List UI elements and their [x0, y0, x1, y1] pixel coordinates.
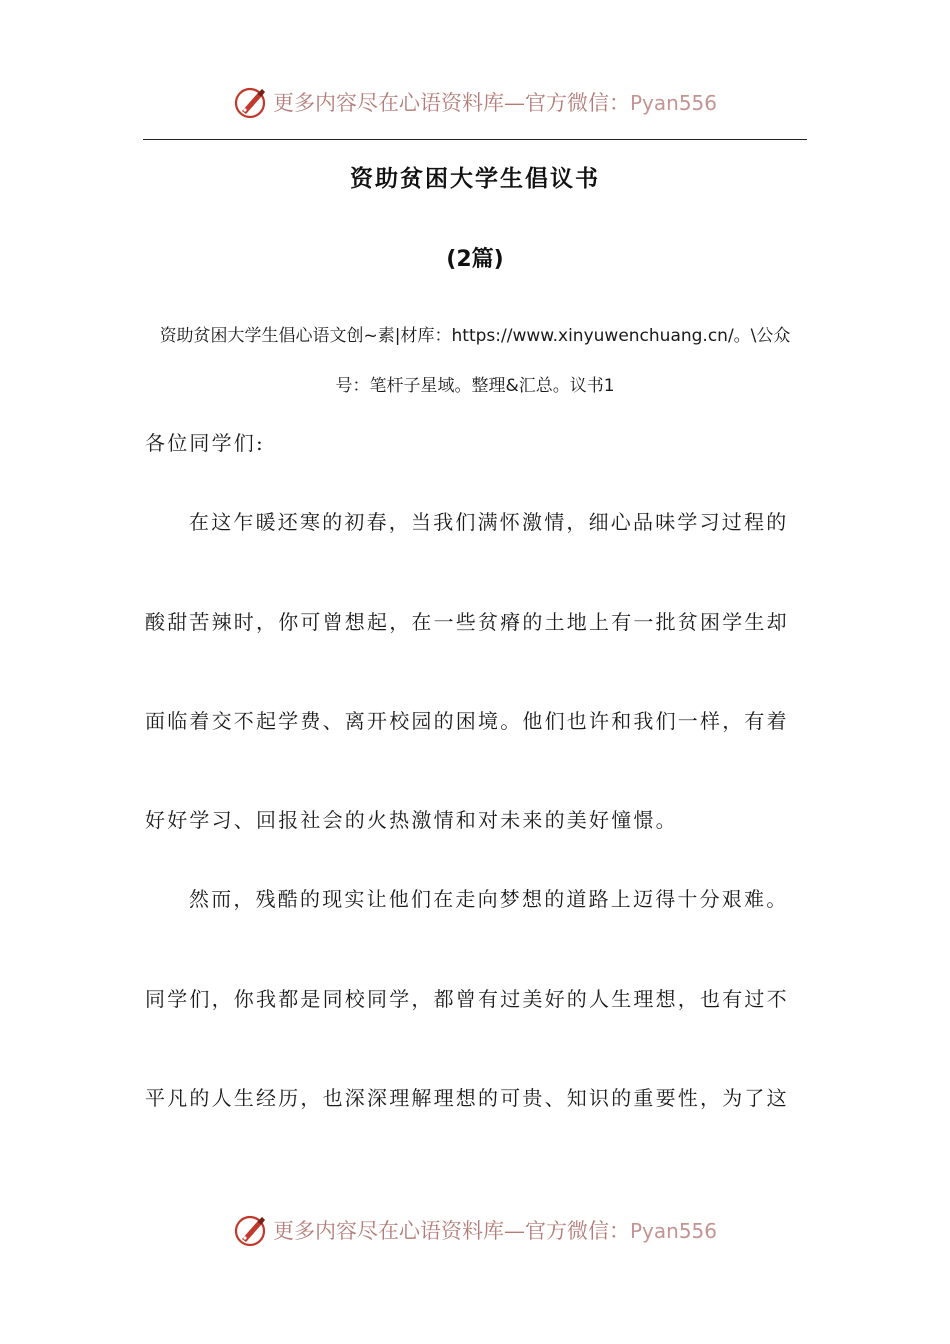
pen-logo-icon [233, 84, 269, 120]
banner-label: 更多内容尽在心语资料库—官方微信： [272, 91, 630, 115]
document-title: 资助贫困大学生倡议书 [350, 166, 600, 192]
body-line: 平凡的人生经历，也深深理解理想的可贵、知识的重要性，为了这 [145, 1086, 789, 1110]
header-banner [0, 82, 950, 122]
body-line: 在这乍暖还寒的初春，当我们满怀激情，细心品味学习过程的 [189, 510, 789, 534]
body-line: 好好学习、回报社会的火热激情和对未来的美好憧憬。 [145, 808, 678, 832]
source-note [143, 311, 807, 411]
body-line: 酸甜苦辣时，你可曾想起，在一些贫瘠的土地上有一批贫困学生却 [145, 610, 789, 634]
header-rule [143, 139, 807, 140]
wechat-id: Pyan556 [629, 1219, 717, 1243]
document-subtitle: (2篇) [446, 247, 504, 272]
pen-logo-icon [233, 1212, 269, 1248]
banner-text [273, 87, 717, 117]
salutation: 各位同学们: [145, 431, 265, 455]
body-line: 面临着交不起学费、离开校园的困境。他们也许和我们一样，有着 [145, 709, 789, 733]
banner-label: 更多内容尽在心语资料库—官方微信： [272, 1219, 630, 1243]
wechat-id: Pyan556 [629, 91, 717, 115]
body-line: 然而，残酷的现实让他们在走向梦想的道路上迈得十分艰难。 [189, 887, 789, 911]
source-line-1: 资助贫困大学生倡心语文创~素|材库：https://www.xinyuwenchuang.cn/。\公众 [159, 326, 791, 346]
footer-banner [0, 1210, 950, 1250]
source-line-2: 号：笔杆子星域。整理&汇总。议书1 [335, 376, 615, 396]
body-line: 同学们，你我都是同校同学，都曾有过美好的人生理想，也有过不 [145, 987, 789, 1011]
banner-text [273, 1215, 717, 1245]
